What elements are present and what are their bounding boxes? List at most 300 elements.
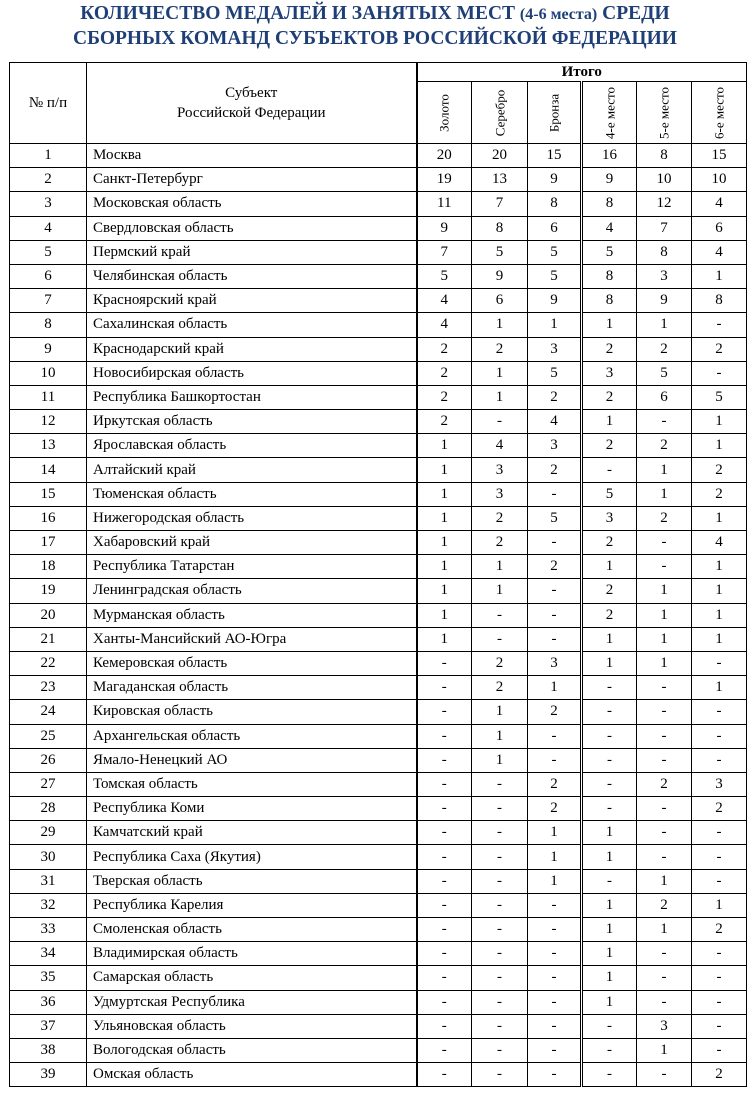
row-number: 34	[10, 942, 87, 966]
header-col-label: Бронза	[546, 93, 562, 132]
table-row	[10, 918, 747, 942]
table-row	[10, 264, 747, 288]
row-subject: Ярославская область	[87, 434, 417, 458]
row-value: 11	[417, 192, 472, 216]
row-number: 37	[10, 1014, 87, 1038]
row-subject: Томская область	[87, 772, 417, 796]
row-value: -	[637, 724, 692, 748]
row-value: 9	[472, 264, 528, 288]
row-value: -	[417, 1063, 472, 1087]
row-subject: Сахалинская область	[87, 313, 417, 337]
row-value: -	[582, 458, 637, 482]
row-value: 9	[528, 289, 582, 313]
row-value: 1	[582, 942, 637, 966]
row-value: 2	[417, 361, 472, 385]
table-row	[10, 144, 747, 168]
row-value: 1	[528, 869, 582, 893]
row-value: 1	[417, 458, 472, 482]
header-subject	[87, 63, 417, 144]
page-title	[0, 2, 750, 51]
row-value: 10	[637, 168, 692, 192]
row-value: 2	[637, 337, 692, 361]
row-subject: Владимирская область	[87, 942, 417, 966]
row-value: -	[528, 1063, 582, 1087]
row-value: 9	[417, 216, 472, 240]
row-value: 1	[637, 482, 692, 506]
row-value: 1	[472, 313, 528, 337]
row-value: 13	[472, 168, 528, 192]
row-number: 17	[10, 531, 87, 555]
row-value: 2	[692, 337, 747, 361]
row-value: 4	[472, 434, 528, 458]
row-subject: Республика Карелия	[87, 893, 417, 917]
table-row	[10, 192, 747, 216]
table-row	[10, 676, 747, 700]
row-number: 6	[10, 264, 87, 288]
row-value: 2	[528, 458, 582, 482]
row-value: 1	[528, 676, 582, 700]
row-value: 1	[472, 700, 528, 724]
table-row	[10, 724, 747, 748]
row-value: 4	[582, 216, 637, 240]
row-value: -	[692, 651, 747, 675]
row-number: 36	[10, 990, 87, 1014]
row-value: 1	[417, 555, 472, 579]
row-value: 1	[692, 627, 747, 651]
row-value: 4	[417, 313, 472, 337]
row-subject: Вологодская область	[87, 1038, 417, 1062]
row-value: 1	[582, 918, 637, 942]
row-value: 2	[692, 918, 747, 942]
row-value: 8	[582, 289, 637, 313]
row-value: -	[582, 1014, 637, 1038]
row-value: -	[692, 361, 747, 385]
row-value: -	[417, 772, 472, 796]
row-number: 28	[10, 797, 87, 821]
row-value: 1	[582, 966, 637, 990]
row-number: 16	[10, 506, 87, 530]
row-value: 1	[417, 603, 472, 627]
row-value: 1	[692, 555, 747, 579]
row-value: 8	[528, 192, 582, 216]
row-subject: Санкт-Петербург	[87, 168, 417, 192]
row-value: 5	[528, 506, 582, 530]
row-number: 22	[10, 651, 87, 675]
row-subject: Ульяновская область	[87, 1014, 417, 1038]
row-value: -	[528, 531, 582, 555]
row-value: -	[692, 990, 747, 1014]
row-value: -	[528, 603, 582, 627]
row-value: -	[528, 990, 582, 1014]
table-row	[10, 1038, 747, 1062]
row-value: 9	[582, 168, 637, 192]
table-row	[10, 748, 747, 772]
row-subject: Камчатский край	[87, 821, 417, 845]
row-value: 1	[528, 313, 582, 337]
row-value: 2	[528, 700, 582, 724]
row-subject: Свердловская область	[87, 216, 417, 240]
row-number: 27	[10, 772, 87, 796]
row-value: 3	[528, 434, 582, 458]
row-value: 2	[692, 458, 747, 482]
row-value: 2	[637, 506, 692, 530]
table-row	[10, 942, 747, 966]
row-value: 3	[637, 1014, 692, 1038]
row-value: 1	[692, 579, 747, 603]
row-number: 33	[10, 918, 87, 942]
row-subject: Ямало-Ненецкий АО	[87, 748, 417, 772]
row-value: 1	[692, 676, 747, 700]
row-value: 12	[637, 192, 692, 216]
row-value: 1	[582, 651, 637, 675]
row-value: 1	[637, 651, 692, 675]
row-subject: Архангельская область	[87, 724, 417, 748]
row-value: 1	[582, 821, 637, 845]
row-value: 1	[582, 845, 637, 869]
row-subject: Пермский край	[87, 240, 417, 264]
row-value: 5	[637, 361, 692, 385]
row-value: -	[417, 966, 472, 990]
row-value: -	[528, 1014, 582, 1038]
table-row	[10, 555, 747, 579]
row-value: -	[637, 942, 692, 966]
row-subject: Москва	[87, 144, 417, 168]
row-value: 2	[417, 337, 472, 361]
table-row	[10, 893, 747, 917]
table-row	[10, 990, 747, 1014]
row-value: 2	[692, 797, 747, 821]
row-subject: Ленинградская область	[87, 579, 417, 603]
row-subject: Кемеровская область	[87, 651, 417, 675]
row-value: 1	[582, 555, 637, 579]
row-number: 24	[10, 700, 87, 724]
row-number: 38	[10, 1038, 87, 1062]
row-value: -	[417, 797, 472, 821]
row-value: -	[528, 893, 582, 917]
row-value: 9	[637, 289, 692, 313]
title-line-1	[0, 2, 750, 27]
row-subject: Магаданская область	[87, 676, 417, 700]
table-row	[10, 168, 747, 192]
row-value: 1	[637, 869, 692, 893]
row-value: 1	[692, 264, 747, 288]
row-value: -	[692, 1014, 747, 1038]
table-row	[10, 434, 747, 458]
row-value: 2	[472, 337, 528, 361]
row-value: -	[417, 990, 472, 1014]
row-value: 1	[692, 893, 747, 917]
title-line-1-c: СРЕДИ	[602, 3, 670, 24]
table-header	[10, 63, 747, 144]
row-value: 2	[582, 337, 637, 361]
row-value: -	[637, 748, 692, 772]
row-subject: Тюменская область	[87, 482, 417, 506]
row-subject: Московская область	[87, 192, 417, 216]
row-subject: Мурманская область	[87, 603, 417, 627]
row-value: -	[472, 1014, 528, 1038]
row-value: -	[637, 700, 692, 724]
row-subject: Омская область	[87, 1063, 417, 1087]
row-number: 13	[10, 434, 87, 458]
row-value: 2	[582, 603, 637, 627]
row-value: 2	[472, 651, 528, 675]
row-value: 1	[582, 893, 637, 917]
row-value: 1	[528, 845, 582, 869]
row-value: 2	[692, 1063, 747, 1087]
row-subject: Ханты-Мансийский АО-Югра	[87, 627, 417, 651]
row-value: -	[417, 918, 472, 942]
row-value: 2	[692, 482, 747, 506]
row-subject: Республика Башкортостан	[87, 385, 417, 409]
row-value: 1	[637, 603, 692, 627]
row-number: 14	[10, 458, 87, 482]
row-value: -	[417, 893, 472, 917]
table-row	[10, 216, 747, 240]
header-total: Итого	[417, 63, 747, 82]
row-value: 5	[528, 361, 582, 385]
row-value: -	[472, 966, 528, 990]
row-value: -	[582, 724, 637, 748]
row-value: -	[528, 579, 582, 603]
row-value: 5	[417, 264, 472, 288]
row-value: 3	[528, 651, 582, 675]
row-value: 1	[472, 579, 528, 603]
row-number: 7	[10, 289, 87, 313]
header-subject-line-1: Субъект	[225, 85, 278, 101]
header-col-0	[417, 82, 472, 144]
header-col-label: Серебро	[492, 89, 507, 136]
row-value: 5	[472, 240, 528, 264]
table-row	[10, 797, 747, 821]
row-value: 3	[692, 772, 747, 796]
row-value: 2	[417, 385, 472, 409]
header-col-4	[637, 82, 692, 144]
row-value: -	[582, 1038, 637, 1062]
table-row	[10, 579, 747, 603]
row-subject: Тверская область	[87, 869, 417, 893]
row-value: -	[472, 1063, 528, 1087]
row-value: -	[417, 942, 472, 966]
row-number: 10	[10, 361, 87, 385]
row-value: 6	[528, 216, 582, 240]
row-number: 23	[10, 676, 87, 700]
row-number: 18	[10, 555, 87, 579]
row-value: 1	[417, 627, 472, 651]
row-value: 8	[582, 264, 637, 288]
row-value: -	[472, 603, 528, 627]
row-value: -	[692, 700, 747, 724]
row-number: 19	[10, 579, 87, 603]
row-value: 9	[528, 168, 582, 192]
row-value: 10	[692, 168, 747, 192]
row-value: -	[528, 966, 582, 990]
row-value: 7	[637, 216, 692, 240]
row-subject: Алтайский край	[87, 458, 417, 482]
row-value: 16	[582, 144, 637, 168]
table-row	[10, 337, 747, 361]
row-value: -	[417, 821, 472, 845]
row-value: 8	[692, 289, 747, 313]
row-value: 4	[692, 192, 747, 216]
row-value: 2	[472, 531, 528, 555]
row-value: 6	[692, 216, 747, 240]
row-value: 1	[472, 361, 528, 385]
row-value: -	[692, 845, 747, 869]
row-value: 3	[582, 361, 637, 385]
table-row	[10, 313, 747, 337]
row-value: 2	[472, 506, 528, 530]
row-value: -	[472, 410, 528, 434]
row-value: -	[582, 676, 637, 700]
row-value: -	[692, 724, 747, 748]
table-row	[10, 627, 747, 651]
row-number: 26	[10, 748, 87, 772]
row-value: 1	[692, 603, 747, 627]
row-value: -	[692, 966, 747, 990]
header-col-label: 5-е место	[656, 86, 672, 139]
row-value: -	[528, 918, 582, 942]
row-subject: Республика Саха (Якутия)	[87, 845, 417, 869]
table-row	[10, 1063, 747, 1087]
row-value: -	[582, 869, 637, 893]
row-value: 1	[637, 458, 692, 482]
row-value: 1	[582, 990, 637, 1014]
row-subject: Красноярский край	[87, 289, 417, 313]
row-value: 2	[582, 579, 637, 603]
row-value: 5	[582, 482, 637, 506]
table-row	[10, 651, 747, 675]
row-value: 5	[528, 240, 582, 264]
row-value: -	[417, 700, 472, 724]
row-value: 8	[472, 216, 528, 240]
row-number: 31	[10, 869, 87, 893]
row-value: -	[692, 942, 747, 966]
row-value: 1	[417, 579, 472, 603]
table-row	[10, 845, 747, 869]
row-value: 4	[692, 240, 747, 264]
row-number: 15	[10, 482, 87, 506]
row-number: 35	[10, 966, 87, 990]
row-value: 19	[417, 168, 472, 192]
row-value: 2	[472, 676, 528, 700]
row-value: 20	[417, 144, 472, 168]
row-subject: Хабаровский край	[87, 531, 417, 555]
row-value: 1	[417, 482, 472, 506]
table-row	[10, 700, 747, 724]
header-col-3	[582, 82, 637, 144]
table-row	[10, 361, 747, 385]
row-value: -	[528, 627, 582, 651]
row-value: -	[637, 797, 692, 821]
medals-table	[9, 62, 747, 1087]
row-number: 3	[10, 192, 87, 216]
header-col-label: 6-е место	[711, 86, 727, 139]
row-value: 1	[637, 313, 692, 337]
header-col-2	[528, 82, 582, 144]
header-col-1	[472, 82, 528, 144]
row-value: -	[472, 893, 528, 917]
row-value: -	[637, 676, 692, 700]
row-number: 32	[10, 893, 87, 917]
row-value: 5	[582, 240, 637, 264]
row-value: 6	[472, 289, 528, 313]
row-value: 2	[637, 772, 692, 796]
row-value: 2	[417, 410, 472, 434]
row-value: 5	[692, 385, 747, 409]
row-value: -	[692, 1038, 747, 1062]
table-row	[10, 603, 747, 627]
row-value: -	[637, 410, 692, 434]
row-value: 3	[472, 482, 528, 506]
row-value: 20	[472, 144, 528, 168]
row-value: -	[692, 313, 747, 337]
table-row	[10, 506, 747, 530]
row-value: 15	[528, 144, 582, 168]
row-value: 1	[417, 531, 472, 555]
row-value: -	[417, 869, 472, 893]
row-number: 9	[10, 337, 87, 361]
row-value: 2	[637, 434, 692, 458]
row-value: -	[417, 1014, 472, 1038]
table-row	[10, 385, 747, 409]
row-value: 3	[637, 264, 692, 288]
row-subject: Удмуртская Республика	[87, 990, 417, 1014]
row-number: 12	[10, 410, 87, 434]
row-value: -	[417, 651, 472, 675]
row-subject: Нижегородская область	[87, 506, 417, 530]
row-number: 21	[10, 627, 87, 651]
row-value: 2	[528, 555, 582, 579]
row-value: -	[472, 627, 528, 651]
row-value: 1	[472, 555, 528, 579]
row-subject: Республика Коми	[87, 797, 417, 821]
row-value: 8	[582, 192, 637, 216]
row-value: 1	[472, 748, 528, 772]
row-value: 1	[472, 385, 528, 409]
title-line-1-a: КОЛИЧЕСТВО МЕДАЛЕЙ И ЗАНЯТЫХ МЕСТ	[80, 3, 516, 24]
row-value: -	[637, 990, 692, 1014]
row-value: 2	[528, 797, 582, 821]
row-value: -	[472, 918, 528, 942]
row-value: 2	[637, 893, 692, 917]
table-row	[10, 869, 747, 893]
row-value: 2	[582, 434, 637, 458]
row-value: 15	[692, 144, 747, 168]
title-line-1-b: (4-6 места)	[519, 6, 598, 23]
row-subject: Краснодарский край	[87, 337, 417, 361]
row-value: -	[417, 845, 472, 869]
row-value: 3	[472, 458, 528, 482]
row-value: 1	[637, 1038, 692, 1062]
row-value: 1	[692, 410, 747, 434]
row-value: -	[417, 748, 472, 772]
row-number: 2	[10, 168, 87, 192]
row-number: 39	[10, 1063, 87, 1087]
row-value: -	[692, 869, 747, 893]
row-value: 1	[528, 821, 582, 845]
row-value: -	[528, 942, 582, 966]
row-value: -	[582, 772, 637, 796]
row-value: 4	[417, 289, 472, 313]
table-row	[10, 531, 747, 555]
row-value: 7	[472, 192, 528, 216]
row-number: 11	[10, 385, 87, 409]
row-number: 5	[10, 240, 87, 264]
row-value: -	[637, 966, 692, 990]
row-value: 2	[582, 385, 637, 409]
table-row	[10, 458, 747, 482]
row-value: -	[417, 1038, 472, 1062]
